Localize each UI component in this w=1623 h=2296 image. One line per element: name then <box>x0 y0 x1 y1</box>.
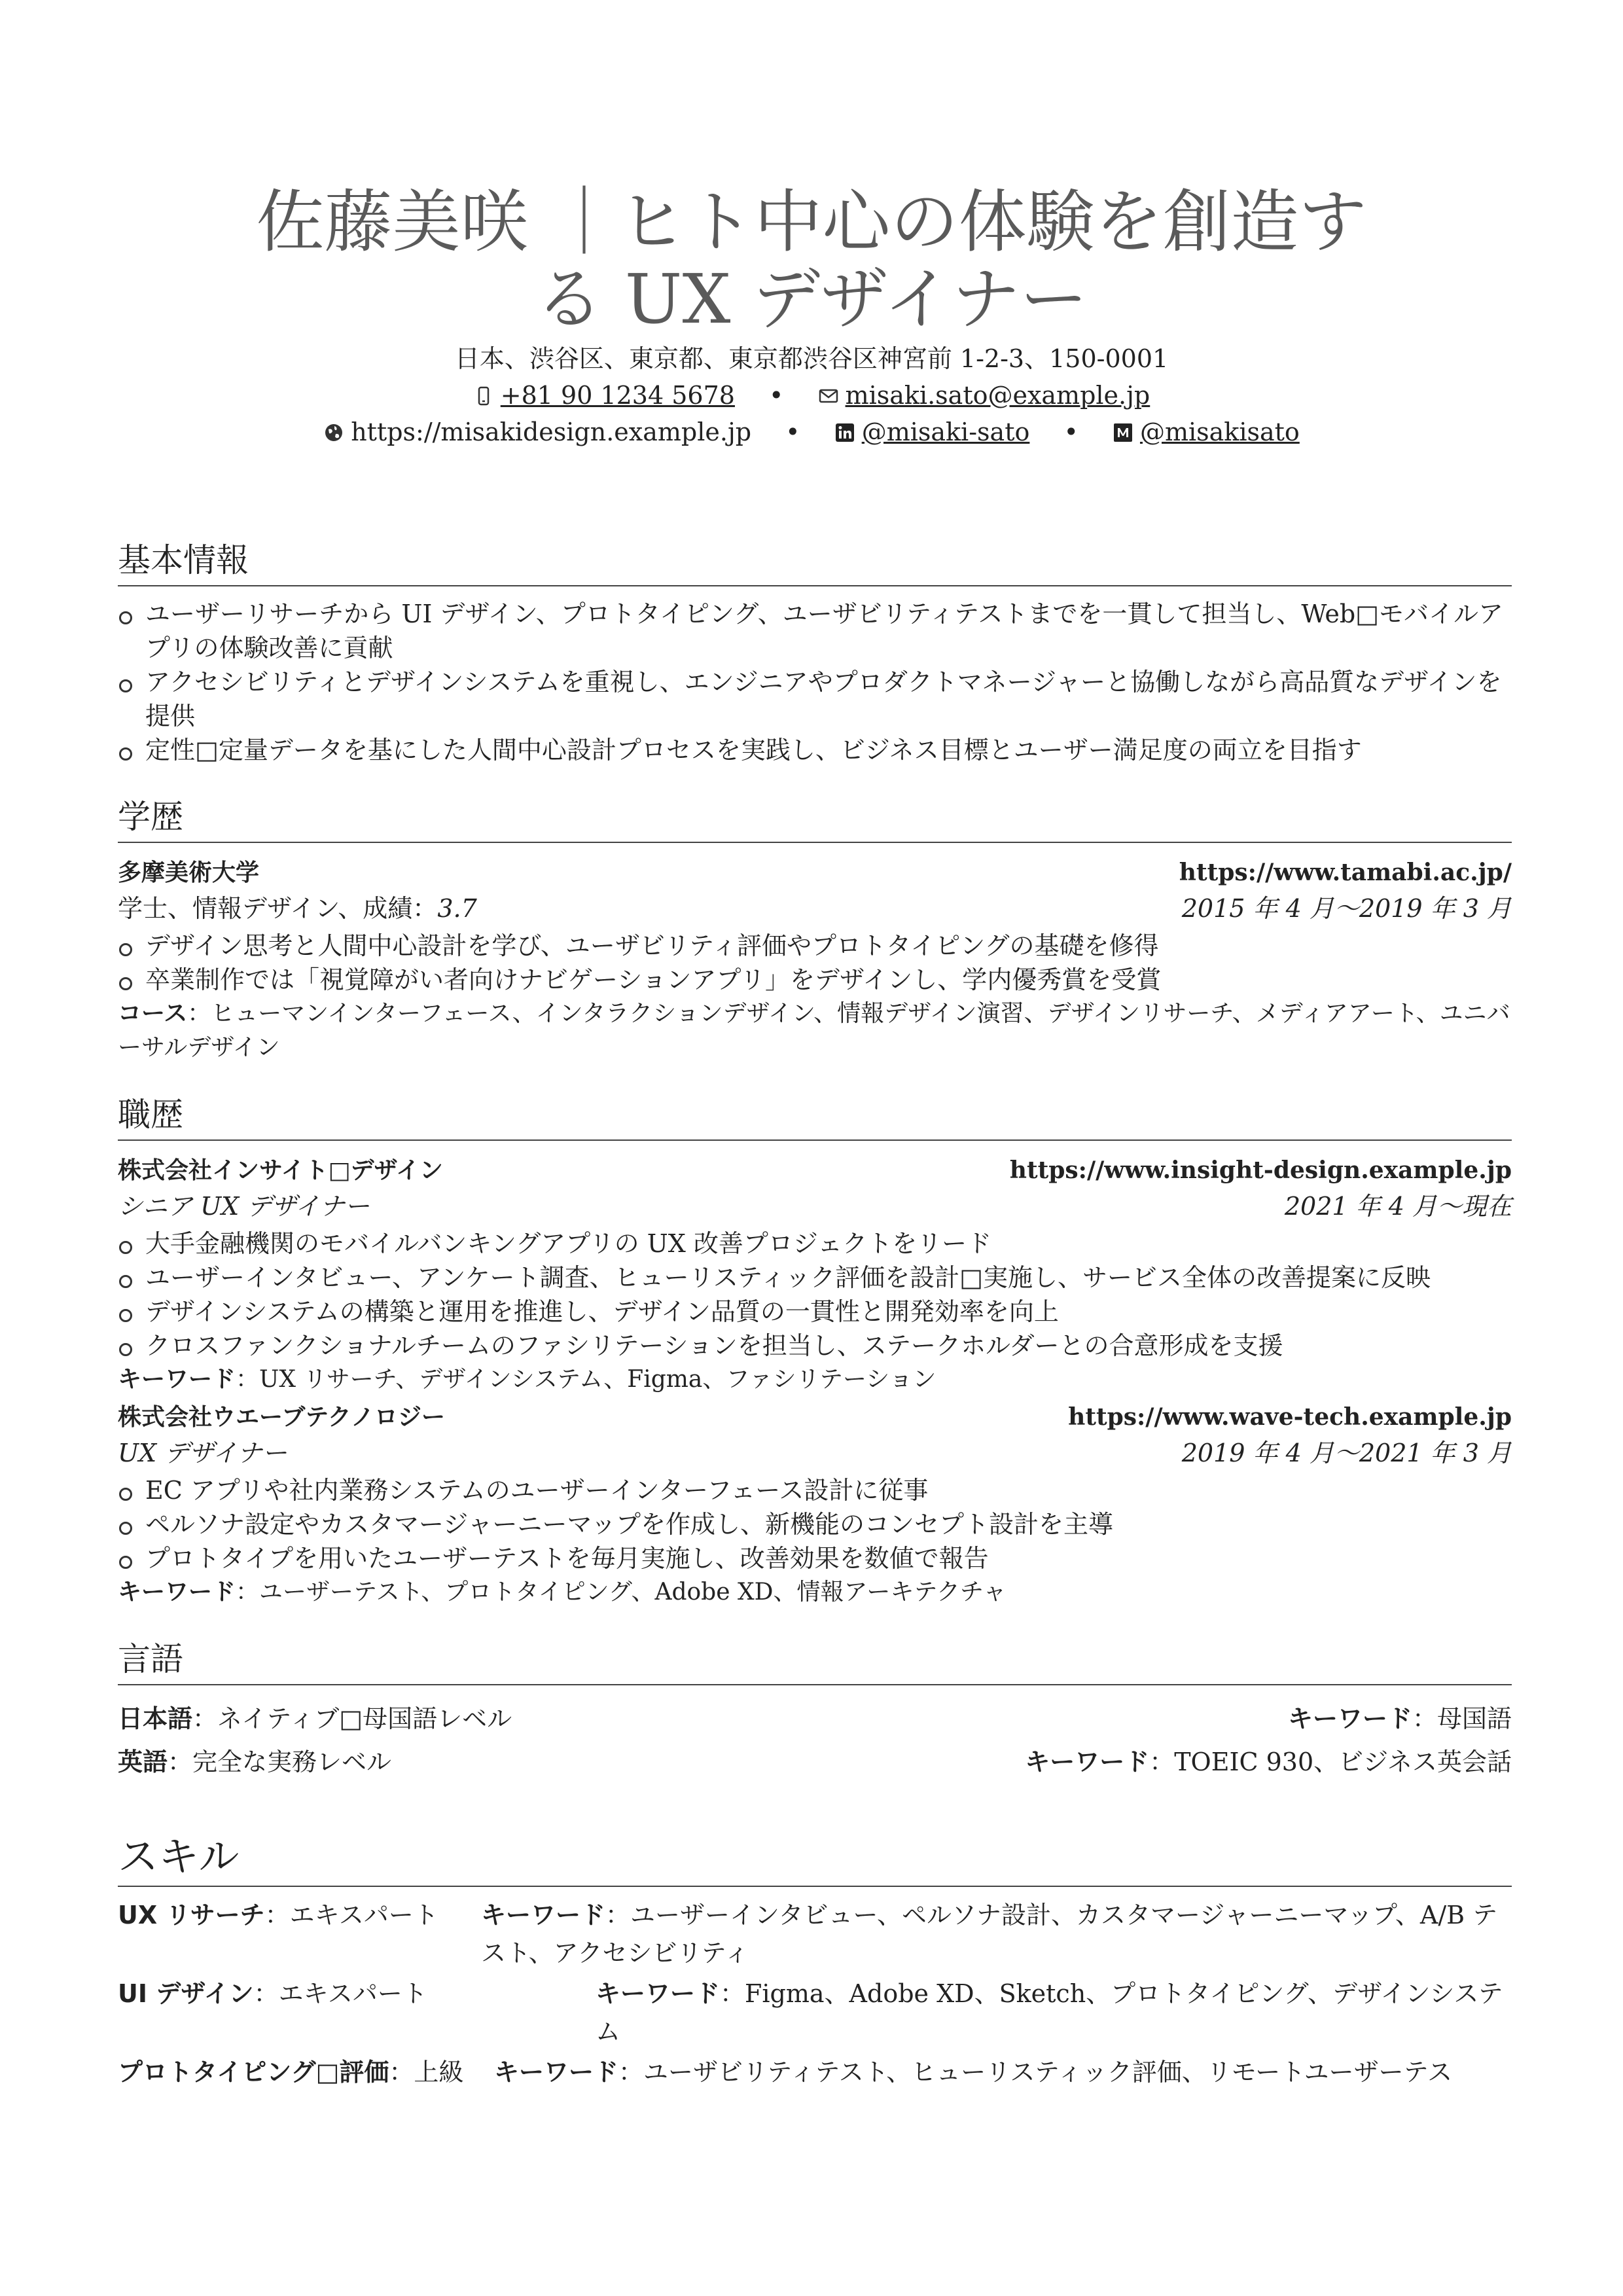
job-list <box>118 1227 1512 1363</box>
linkedin-link[interactable]: @misaki-sato <box>861 418 1030 446</box>
skill-level: ：エキスパート <box>264 1901 438 1929</box>
institution: 多摩美術大学 <box>118 859 260 886</box>
language-level: ：完全な実務レベル <box>168 1748 392 1776</box>
keywords-text: ：UX リサーチ、デザインシステム、Figma、ファシリテーション <box>236 1366 936 1393</box>
skill-row <box>118 1896 1512 1972</box>
skill-name-level <box>118 1975 596 2051</box>
contact-row-2 <box>118 414 1505 450</box>
education-degree-row <box>118 891 1512 926</box>
phone-link[interactable]: +81 90 1234 5678 <box>500 381 735 410</box>
linkedin-icon <box>834 422 855 443</box>
email-link[interactable]: misaki.sato@example.jp <box>845 381 1150 410</box>
skill-name: UI デザイン <box>118 1979 254 2008</box>
globe-icon <box>323 422 344 443</box>
list-item: 定性□定量データを基にした人間中心設計プロセスを実践し、ビジネス目標とユーザー満足度の両立を目指す <box>118 733 1512 767</box>
separator: • <box>1063 418 1079 446</box>
language-name-level <box>118 1740 391 1784</box>
keywords-text: ：母国語 <box>1412 1704 1512 1733</box>
list-item: アクセシビリティとデザインシステムを重視し、エンジニアやプロダクトマネージャーと協働しながら高品質なデザインを提供 <box>118 665 1512 733</box>
medium-link[interactable]: @misakisato <box>1139 418 1300 446</box>
resume-header <box>118 183 1505 450</box>
education-header-row <box>118 855 1512 891</box>
job-header-row <box>118 1153 1512 1189</box>
skills-list <box>118 1896 1512 2091</box>
job-entry <box>118 1399 1512 1609</box>
company: 株式会社ウエーブテクノロジー <box>118 1404 446 1431</box>
job-role-row <box>118 1435 1512 1471</box>
job-list <box>118 1473 1512 1575</box>
skill-level: ：エキスパート <box>253 1979 427 2008</box>
company-url[interactable]: https://www.insight-design.example.jp <box>1009 1157 1512 1184</box>
gpa: 3.7 <box>437 894 477 923</box>
skills-title: スキル <box>118 1829 1512 1887</box>
skill-name-level <box>118 2053 494 2091</box>
skill-row <box>118 1975 1512 2051</box>
keywords-text: ：Figma、Adobe XD、Sketch、プロトタイピング、デザインシステム <box>596 1979 1503 2046</box>
job-dates: 2021 年 4 月〜現在 <box>1284 1192 1512 1221</box>
separator: • <box>769 381 784 410</box>
keywords-text: ：ユーザビリティテスト、ヒューリスティック評価、リモートユーザーテス <box>618 2058 1453 2087</box>
language-row <box>118 1697 1512 1740</box>
skill-row <box>118 2053 1512 2091</box>
website-text[interactable]: https://misakidesign.example.jp <box>351 418 752 446</box>
skill-keywords <box>494 2053 1512 2091</box>
skill-keywords <box>481 1896 1512 1972</box>
name-line-1: 佐藤美咲 ｜ヒト中心の体験を創造す <box>256 182 1367 262</box>
role: UX デザイナー <box>118 1439 287 1467</box>
keywords-label: キーワード <box>481 1901 606 1929</box>
institution-url[interactable]: https://www.tamabi.ac.jp/ <box>1179 859 1512 886</box>
keywords-label: キーワード <box>494 2058 619 2087</box>
language-keywords <box>1025 1740 1512 1784</box>
email-icon <box>818 386 839 406</box>
separator: • <box>785 418 800 446</box>
keywords-text: ：ユーザーインタビュー、ペルソナ設計、カスタマージャーニーマップ、A/B テスト、アクセシビリティ <box>481 1901 1498 1967</box>
medium-icon <box>1113 422 1133 443</box>
list-item: 大手金融機関のモバイルバンキングアプリの UX 改善プロジェクトをリード <box>118 1227 1512 1261</box>
keywords-label: キーワード <box>118 1366 236 1393</box>
keywords-text: ：ユーザーテスト、プロトタイピング、Adobe XD、情報アーキテクチャ <box>236 1579 1007 1605</box>
degree-text: 学士、情報デザイン、成績： <box>118 894 438 923</box>
contact-row-1 <box>118 377 1505 414</box>
language-name: 英語 <box>118 1748 168 1776</box>
name-line-2: る UX デザイナー <box>535 259 1088 339</box>
phone-icon <box>473 386 494 406</box>
address: 日本、渋谷区、東京都、東京都渋谷区神宮前 1-2-3、150-0001 <box>454 344 1169 373</box>
job-header-row <box>118 1399 1512 1435</box>
role: シニア UX デザイナー <box>118 1192 370 1221</box>
keywords-label: キーワード <box>1287 1704 1412 1733</box>
list-item: デザインシステムの構築と運用を推進し、デザイン品質の一貫性と開発効率を向上 <box>118 1295 1512 1329</box>
job-keywords <box>118 1363 1512 1397</box>
keywords-label: キーワード <box>118 1579 236 1605</box>
job-keywords <box>118 1575 1512 1609</box>
languages-title: 言語 <box>118 1636 1512 1685</box>
job-dates: 2019 年 4 月〜2021 年 3 月 <box>1181 1439 1512 1467</box>
language-name: 日本語 <box>118 1704 193 1733</box>
list-item: ペルソナ設定やカスタマージャーニーマップを作成し、新機能のコンセプト設計を主導 <box>118 1507 1512 1541</box>
list-item: 卒業制作では「視覚障がい者向けナビゲーションアプリ」をデザインし、学内優秀賞を受賞 <box>118 963 1512 997</box>
resume-body <box>118 537 1512 2091</box>
summary-title: 基本情報 <box>118 537 1512 586</box>
summary-list <box>118 597 1512 767</box>
language-keywords <box>1288 1697 1512 1740</box>
list-item: クロスファンクショナルチームのファシリテーションを担当し、ステークホルダーとの合意形成を支援 <box>118 1329 1512 1363</box>
list-item: デザイン思考と人間中心設計を学び、ユーザビリティ評価やプロトタイピングの基礎を修得 <box>118 929 1512 963</box>
education-list <box>118 929 1512 997</box>
education-dates: 2015 年 4 月〜2019 年 3 月 <box>1181 894 1512 923</box>
job-entry <box>118 1153 1512 1397</box>
language-name-level <box>118 1697 512 1740</box>
languages-list <box>118 1697 1512 1784</box>
list-item: EC アプリや社内業務システムのユーザーインターフェース設計に従事 <box>118 1473 1512 1507</box>
degree <box>118 891 477 926</box>
company: 株式会社インサイト□デザイン <box>118 1157 443 1184</box>
experience-title: 職歴 <box>118 1091 1512 1141</box>
skill-level: ：上級 <box>389 2058 464 2087</box>
courses-label: コース <box>118 1000 188 1027</box>
company-url[interactable]: https://www.wave-tech.example.jp <box>1068 1403 1512 1431</box>
skill-keywords <box>596 1975 1512 2051</box>
skill-name-level <box>118 1896 481 1972</box>
courses-text: ：ヒューマンインターフェース、インタラクションデザイン、情報デザイン演習、デザインリサーチ、メディアアート、ユニバーサルデザイン <box>118 1000 1510 1061</box>
keywords-label: キーワード <box>1025 1748 1150 1776</box>
list-item: ユーザーリサーチから UI デザイン、プロトタイピング、ユーザビリティテストまでを一貫して担当し、Web□モバイルアプリの体験改善に貢献 <box>118 597 1512 665</box>
education-entry <box>118 855 1512 1065</box>
education-title: 学歴 <box>118 793 1512 843</box>
skill-name: UX リサーチ <box>118 1901 265 1929</box>
courses <box>118 997 1512 1065</box>
keywords-text: ：TOEIC 930、ビジネス英会話 <box>1149 1748 1512 1776</box>
language-row <box>118 1740 1512 1784</box>
list-item: ユーザーインタビュー、アンケート調査、ヒューリスティック評価を設計□実施し、サービス全体の改善提案に反映 <box>118 1261 1512 1295</box>
skill-name: プロトタイピング□評価 <box>118 2058 389 2087</box>
keywords-label: キーワード <box>596 1979 721 2008</box>
list-item: プロトタイプを用いたユーザーテストを毎月実施し、改善効果を数値で報告 <box>118 1541 1512 1575</box>
job-role-row <box>118 1189 1512 1224</box>
language-level: ：ネイティブ□母国語レベル <box>192 1704 512 1733</box>
